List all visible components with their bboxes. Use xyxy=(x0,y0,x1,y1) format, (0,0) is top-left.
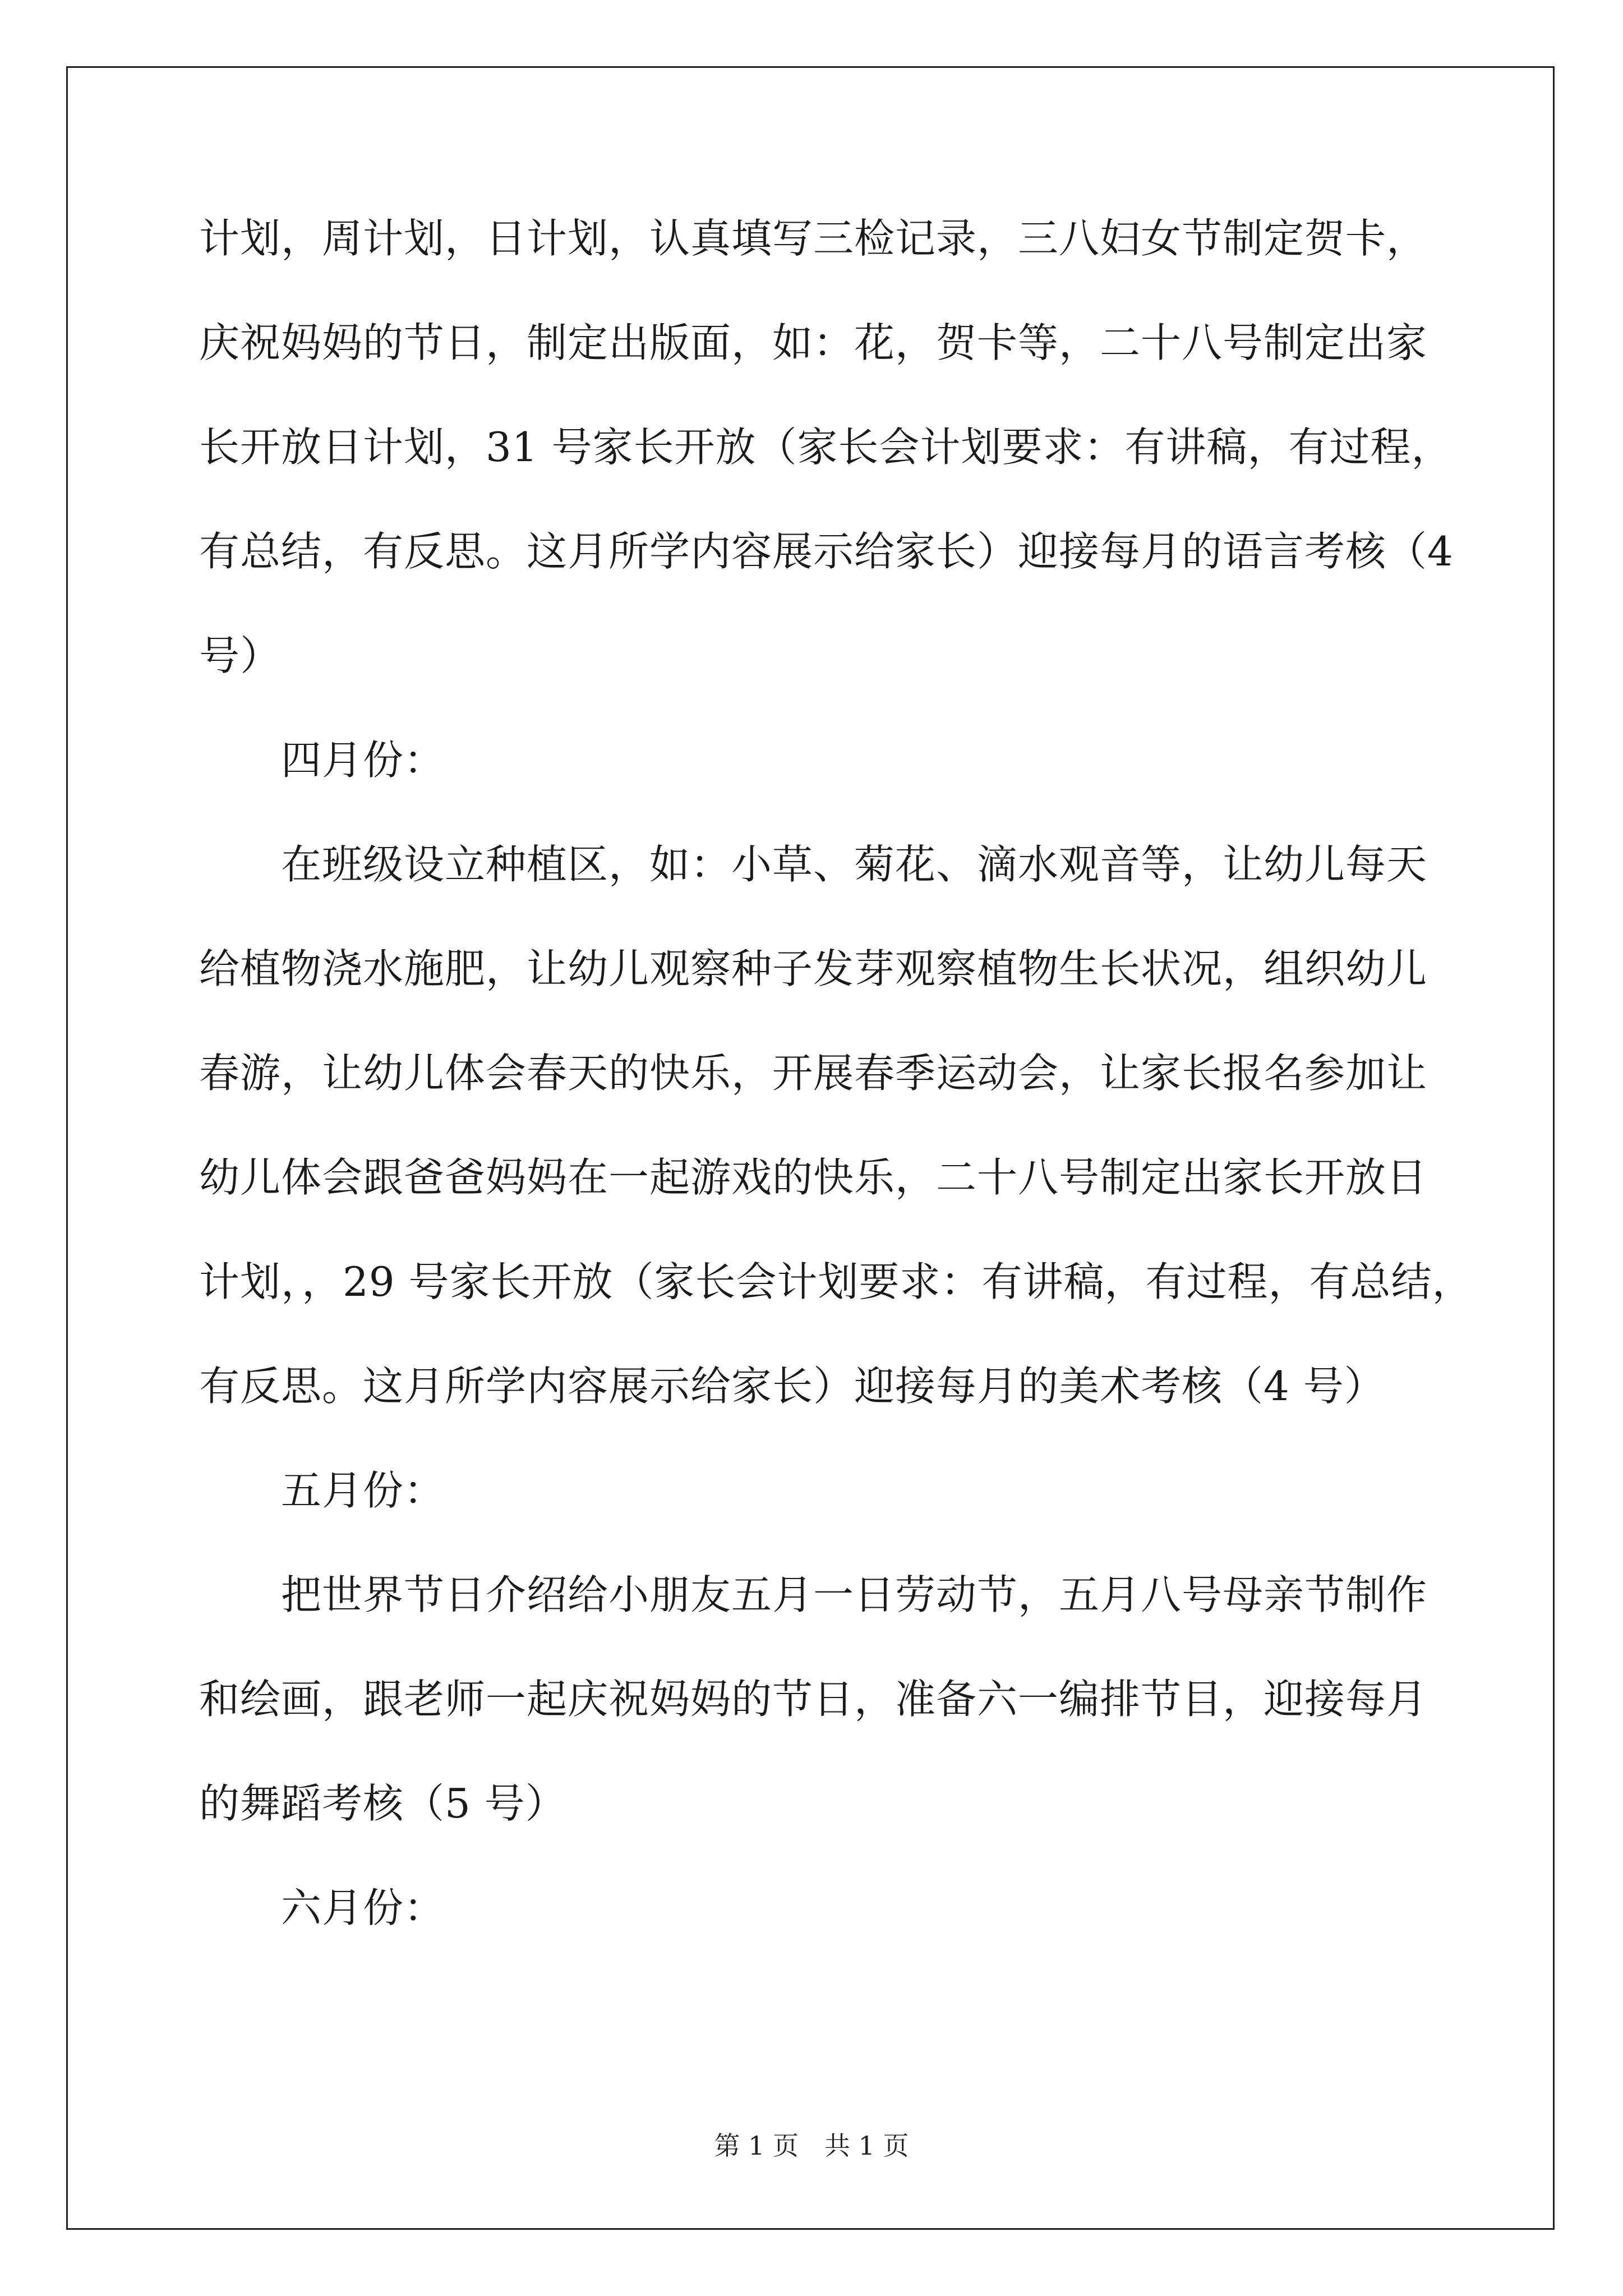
document-body xyxy=(199,213,1473,1987)
text-line: 春游，让幼儿体会春天的快乐，开展春季运动会，让家长报名参加让 xyxy=(199,1050,1428,1097)
text-line: 号） xyxy=(199,632,282,679)
text-line: 给植物浇水施肥，让幼儿观察种子发芽观察植物生长状况，组织幼儿 xyxy=(199,945,1428,992)
text-line: 有总结，有反思。这月所学内容展示给家长）迎接每月的语言考核（4 xyxy=(199,528,1454,575)
text-line: 有反思。这月所学内容展示给家长）迎接每月的美术考核（4 号） xyxy=(199,1363,1385,1410)
text-line: 的舞蹈考核（5 号） xyxy=(199,1780,566,1827)
section-heading-april: 四月份： xyxy=(281,737,445,784)
text-line: 和绘画，跟老师一起庆祝妈妈的节日，准备六一编排节目，迎接每月 xyxy=(199,1676,1428,1723)
text-line: 计划，周计划，日计划，认真填写三检记录，三八妇女节制定贺卡， xyxy=(199,215,1428,262)
section-heading-june: 六月份： xyxy=(281,1884,445,1931)
paragraph-first-line: 把世界节日介绍给小朋友五月一日劳动节，五月八号母亲节制作 xyxy=(281,1571,1428,1618)
text-line: 幼儿体会跟爸爸妈妈在一起游戏的快乐，二十八号制定出家长开放日 xyxy=(199,1154,1428,1201)
text-line: 计划，，29 号家长开放（家长会计划要求：有讲稿，有过程，有总结， xyxy=(199,1258,1473,1305)
text-line: 庆祝妈妈的节日，制定出版面，如：花，贺卡等，二十八号制定出家 xyxy=(199,319,1428,366)
page-footer: 第 1 页 共 1 页 xyxy=(714,2131,909,2161)
text-line: 长开放日计划，31 号家长开放（家长会计划要求：有讲稿，有过程， xyxy=(199,424,1453,471)
paragraph-first-line: 在班级设立种植区，如：小草、菊花、滴水观音等，让幼儿每天 xyxy=(281,841,1428,888)
section-heading-may: 五月份： xyxy=(281,1467,445,1514)
